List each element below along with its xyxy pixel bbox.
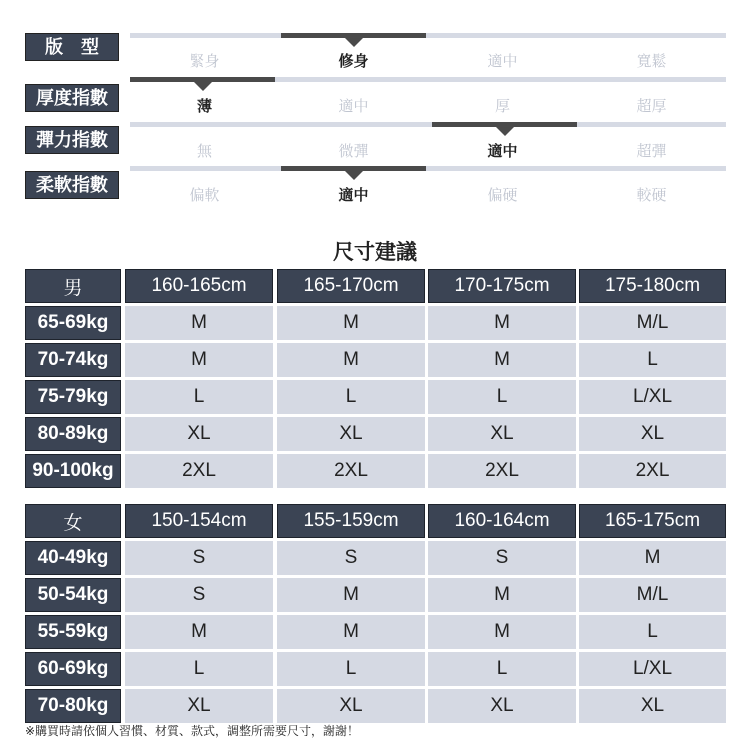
attr-option-selected: 適中 [487,142,518,160]
attr-option: 超彈 [636,142,667,160]
size-cell: S [125,541,273,575]
size-cell: L [579,615,726,649]
attr-option: 厚 [494,97,510,115]
size-cell: M/L [579,306,726,340]
height-header: 160-164cm [428,504,576,538]
size-cell: M [428,578,576,612]
size-cell: M [428,306,576,340]
size-cell: M [277,578,425,612]
weight-cell: 90-100kg [25,454,121,488]
size-cell: 2XL [277,454,425,488]
gender-header: 女 [25,504,121,538]
attr-track-elasticity [130,122,726,127]
size-cell: L [125,652,273,686]
size-cell: M [428,615,576,649]
attr-option: 適中 [338,97,369,115]
weight-cell: 40-49kg [25,541,121,575]
size-cell: M/L [579,578,726,612]
weight-cell: 75-79kg [25,380,121,414]
attr-pointer-softness [345,171,363,180]
size-cell: S [428,541,576,575]
size-cell: M [277,615,425,649]
size-cell: XL [428,417,576,451]
size-cell: M [277,343,425,377]
weight-cell: 70-80kg [25,689,121,723]
height-header: 150-154cm [125,504,273,538]
gender-header: 男 [25,269,121,303]
size-cell: M [125,343,273,377]
size-cell: M [579,541,726,575]
size-cell: 2XL [579,454,726,488]
attr-track-thickness [130,77,726,82]
attr-option: 寬鬆 [636,52,667,70]
height-header: 160-165cm [125,269,273,303]
size-cell: S [125,578,273,612]
height-header: 165-175cm [579,504,726,538]
size-cell: XL [277,417,425,451]
weight-cell: 50-54kg [25,578,121,612]
size-cell: M [125,615,273,649]
attr-label-fit: 版 型 [25,33,119,61]
size-cell: XL [277,689,425,723]
size-cell: M [277,306,425,340]
attr-option: 偏硬 [487,186,518,204]
size-cell: L [428,652,576,686]
size-cell: L [579,343,726,377]
size-title: 尺寸建議 [333,240,417,264]
size-cell: L [277,380,425,414]
attr-pointer-thickness [194,82,212,91]
size-cell: 2XL [125,454,273,488]
weight-cell: 80-89kg [25,417,121,451]
size-cell: XL [579,689,726,723]
height-header: 165-170cm [277,269,425,303]
attr-option-selected: 修身 [338,52,369,70]
size-cell: L/XL [579,380,726,414]
height-header: 170-175cm [428,269,576,303]
attr-option: 偏軟 [189,186,220,204]
footnote: ※購買時請依個人習慣、材質、款式，調整所需要尺寸，謝謝！ [25,724,360,738]
attr-option: 緊身 [189,52,220,70]
attr-option-selected: 薄 [196,97,212,115]
size-cell: L/XL [579,652,726,686]
weight-cell: 60-69kg [25,652,121,686]
size-cell: L [428,380,576,414]
weight-cell: 70-74kg [25,343,121,377]
attr-track-softness [130,166,726,171]
attr-label-elasticity: 彈力指數 [25,126,119,154]
weight-cell: 55-59kg [25,615,121,649]
size-cell: S [277,541,425,575]
attr-label-softness: 柔軟指數 [25,171,119,199]
attr-label-thickness: 厚度指數 [25,84,119,112]
weight-cell: 65-69kg [25,306,121,340]
attr-pointer-fit [345,38,363,47]
height-header: 175-180cm [579,269,726,303]
attr-option: 微彈 [338,142,369,160]
attr-option: 無 [196,142,212,160]
attr-track-fit [130,33,726,38]
size-cell: XL [125,689,273,723]
size-cell: L [125,380,273,414]
size-cell: XL [125,417,273,451]
size-cell: M [125,306,273,340]
size-cell: 2XL [428,454,576,488]
size-cell: M [428,343,576,377]
attr-option: 較硬 [636,186,667,204]
height-header: 155-159cm [277,504,425,538]
attr-option: 超厚 [636,97,667,115]
attr-pointer-elasticity [496,127,514,136]
size-cell: L [277,652,425,686]
attr-option: 適中 [487,52,518,70]
size-cell: XL [579,417,726,451]
size-cell: XL [428,689,576,723]
attr-option-selected: 適中 [338,186,369,204]
